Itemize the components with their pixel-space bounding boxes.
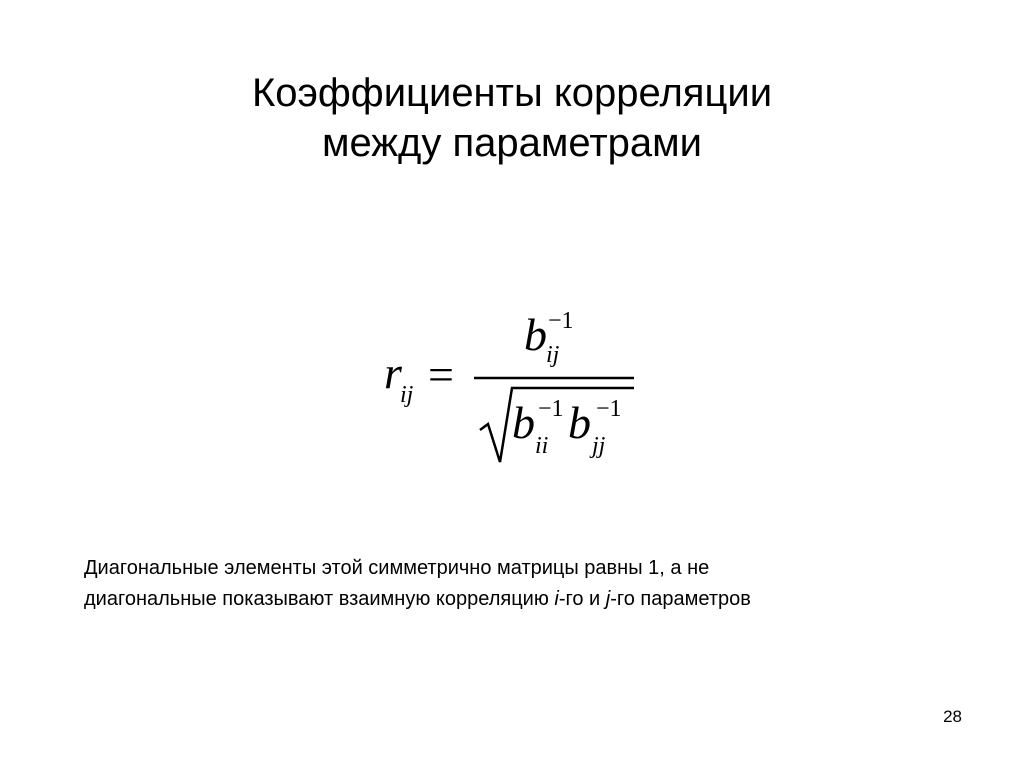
numerator-superscript: −1 <box>548 308 574 334</box>
title-line-2: между параметрами <box>322 121 702 165</box>
body-text <box>84 553 984 615</box>
body-line-2-part-3: -го параметров <box>610 588 751 610</box>
correlation-formula <box>370 298 650 478</box>
body-line-2-part-2: -го и <box>558 588 606 610</box>
title-line-1: Коэффициенты корреляции <box>251 71 773 115</box>
numerator-symbol: b <box>524 309 547 360</box>
lhs-symbol: r <box>384 347 402 398</box>
body-line-2 <box>84 584 984 615</box>
denominator-subscript-1: ii <box>535 433 549 459</box>
lhs-subscript: ij <box>400 382 414 408</box>
denominator-symbol-1: b <box>512 397 535 448</box>
formula-svg <box>370 298 650 478</box>
equals-sign: = <box>428 349 454 400</box>
denominator-superscript-1: −1 <box>538 396 564 422</box>
numerator-subscript: ij <box>546 342 560 368</box>
body-line-1: Диагональные элементы этой симметрично матрицы равны 1, а не <box>84 557 710 579</box>
denominator-subscript-2: jj <box>592 433 606 459</box>
body-line-2-i: i <box>554 588 559 610</box>
body-line-2-j: j <box>605 588 611 610</box>
page-number: 28 <box>943 707 962 726</box>
denominator-superscript-2: −1 <box>596 396 622 422</box>
slide-title <box>0 68 1024 168</box>
denominator-symbol-2: b <box>568 397 591 448</box>
body-line-2-part-1: диагональные показывают взаимную корреляцию <box>84 588 555 610</box>
